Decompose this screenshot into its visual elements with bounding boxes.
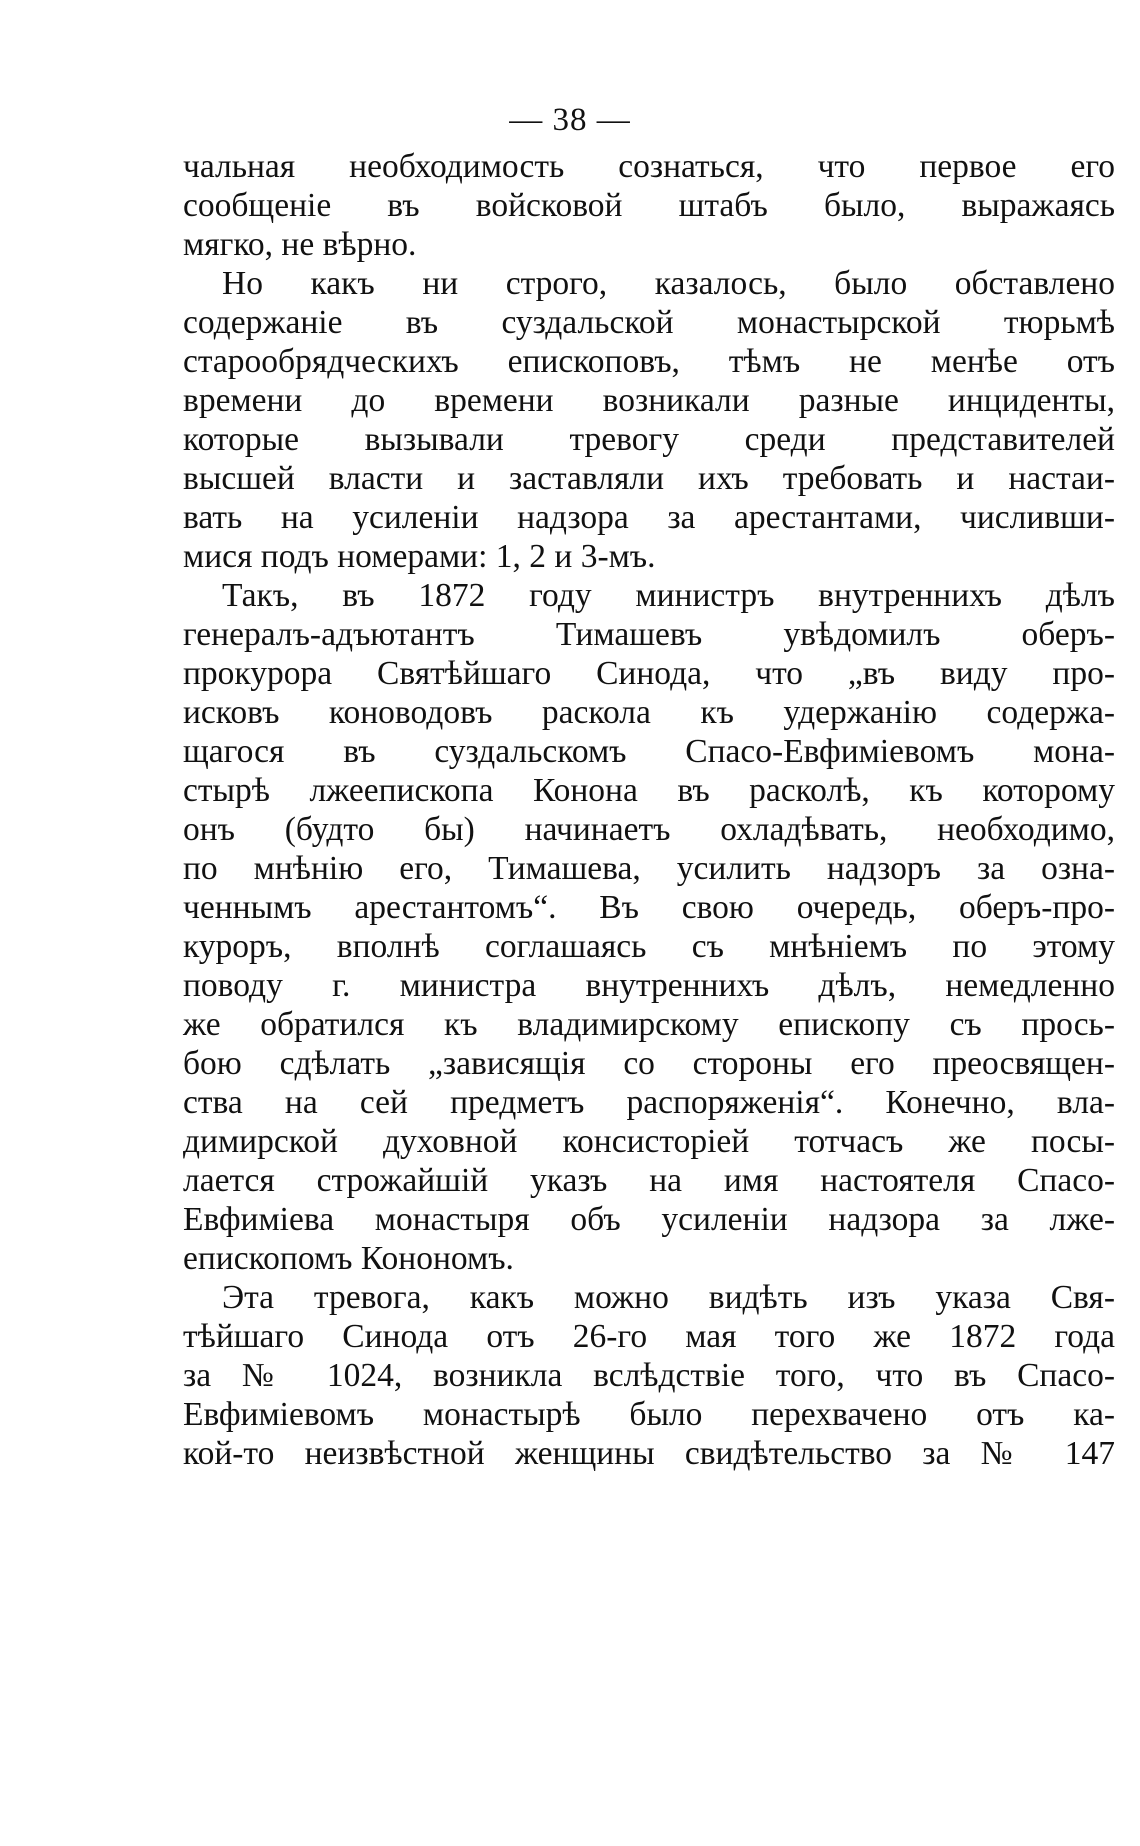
text-line: же обратился къ владимирскому епископу съ прось- [183,1006,1115,1043]
text-line: сообщеніе въ войсковой штабъ было, выражаясь [183,187,1115,224]
text-line: бою сдѣлать „зависящія со стороны его преосвящен- [183,1045,1115,1082]
text-line: по мнѣнію его, Тимашева, усилить надзоръ за озна- [183,850,1115,887]
text-line: поводу г. министра внутреннихъ дѣлъ, немедленно [183,967,1115,1004]
text-line: димирской духовной консисторіей тотчасъ же посы- [183,1123,1115,1160]
text-line: содержаніе въ суздальской монастырской тюрьмѣ [183,304,1115,341]
text-line: Евфиміевомъ монастырѣ было перехвачено отъ ка- [183,1396,1115,1433]
text-line: старообрядческихъ епископовъ, тѣмъ не менѣе отъ [183,343,1115,380]
text-line: кой-то неизвѣстной женщины свидѣтельство за № 147 [183,1435,1115,1472]
text-line: ства на сей предметъ распоряженія“. Конечно, вла- [183,1084,1115,1121]
paragraph-first-line: Такъ, въ 1872 году министръ внутреннихъ дѣлъ [222,577,1115,614]
text-line: тѣйшаго Синода отъ 26-го мая того же 1872 года [183,1318,1115,1355]
text-line: куроръ, вполнѣ соглашаясь съ мнѣніемъ по этому [183,928,1115,965]
text-line: за № 1024, возникла вслѣдствіе того, что въ Спасо- [183,1357,1115,1394]
paragraph-first-line: Но какъ ни строго, казалось, было обставлено [222,265,1115,302]
text-line: лается строжайшій указъ на имя настоятеля Спасо- [183,1162,1115,1199]
text-line: вать на усиленіи надзора за арестантами, числивши- [183,499,1115,536]
text-line: щагося въ суздальскомъ Спасо-Евфиміевомъ мона- [183,733,1115,770]
text-line: мися подъ номерами: 1, 2 и 3-мъ. [183,538,656,575]
text-line: прокурора Святѣйшаго Синода, что „въ виду про- [183,655,1115,692]
page-number: — 38 — [509,102,631,138]
text-line: стырѣ лжеепископа Конона въ расколѣ, къ которому [183,772,1115,809]
text-line: ченнымъ арестантомъ“. Въ свою очередь, оберъ-про- [183,889,1115,926]
text-line: епископомъ Конономъ. [183,1240,514,1277]
paragraph-first-line: Эта тревога, какъ можно видѣть изъ указа Свя- [222,1279,1115,1316]
text-line: чальная необходимость сознаться, что первое его [183,148,1115,185]
text-line: онъ (будто бы) начинаетъ охладѣвать, необходимо, [183,811,1115,848]
text-line: мягко, не вѣрно. [183,226,417,263]
text-line: времени до времени возникали разные инциденты, [183,382,1115,419]
text-line: исковъ коноводовъ раскола къ удержанію содержа- [183,694,1115,731]
text-line: генералъ-адъютантъ Тимашевъ увѣдомилъ оберъ- [183,616,1115,653]
text-line: высшей власти и заставляли ихъ требовать и настаи- [183,460,1115,497]
text-line: которые вызывали тревогу среди представителей [183,421,1115,458]
text-line: Евфиміева монастыря объ усиленіи надзора за лже- [183,1201,1115,1238]
